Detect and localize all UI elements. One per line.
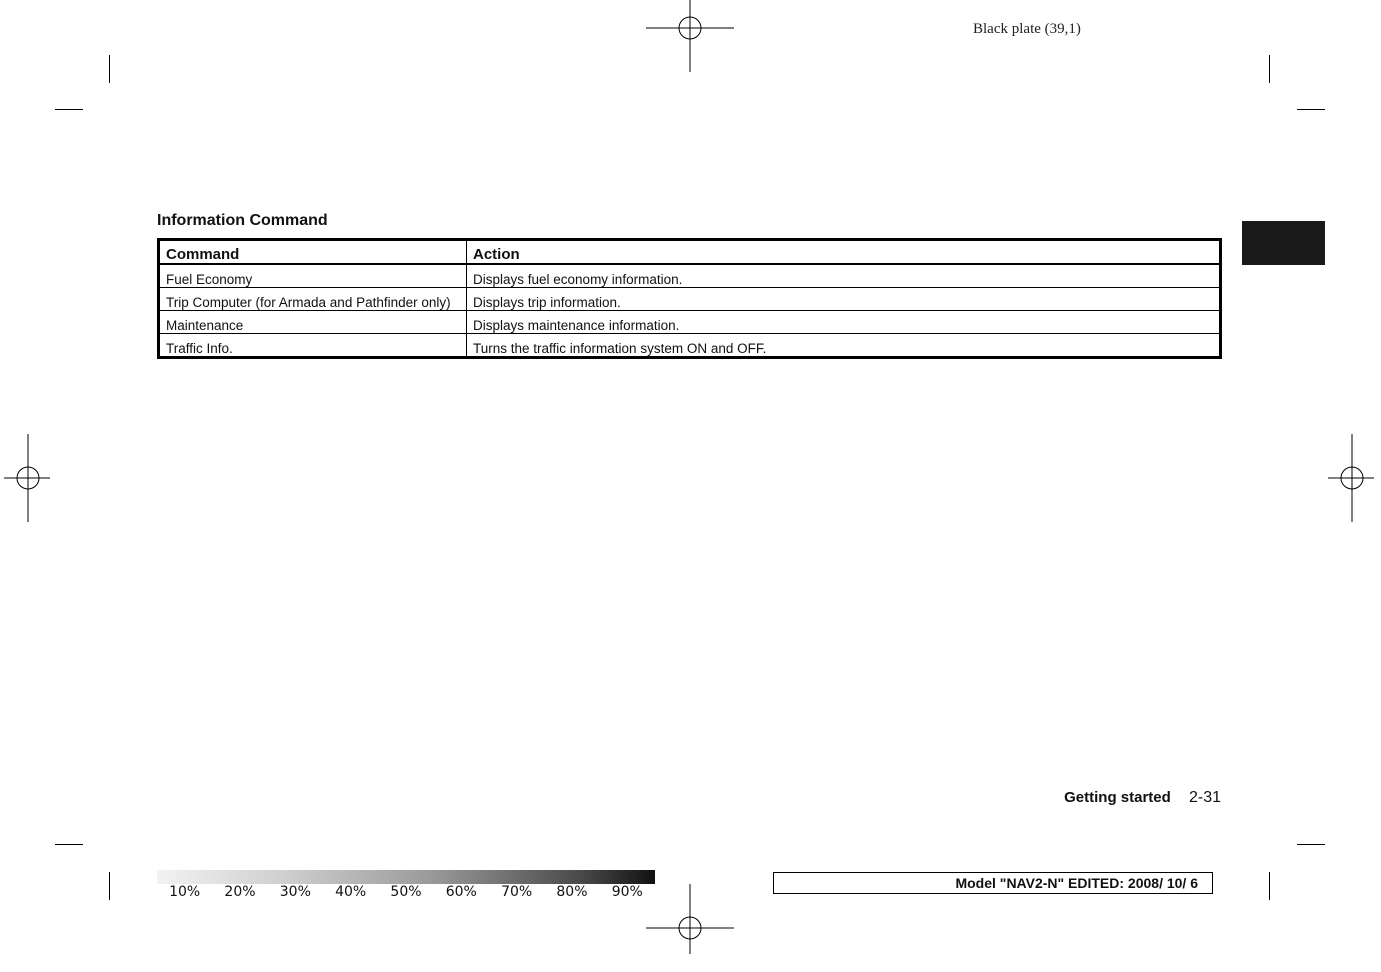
page-number: 2-31 xyxy=(1188,789,1221,806)
table-row xyxy=(159,311,1221,334)
table-row xyxy=(159,334,1221,358)
gray-scale-labels xyxy=(157,884,655,900)
action-cell: Displays maintenance information. xyxy=(467,311,1221,334)
crop-mark-tl-horizontal xyxy=(55,109,83,110)
gray-scale-label: 20% xyxy=(224,884,256,900)
command-cell: Fuel Economy xyxy=(159,264,467,288)
crop-mark-bl-horizontal xyxy=(55,844,83,845)
action-cell: Displays fuel economy information. xyxy=(467,264,1221,288)
action-cell: Turns the traffic information system ON and OFF. xyxy=(467,334,1221,358)
command-cell: Traffic Info. xyxy=(159,334,467,358)
table-row xyxy=(159,264,1221,288)
table-row xyxy=(159,288,1221,311)
gray-scale-label: 30% xyxy=(279,884,311,900)
gray-scale-label: 90% xyxy=(611,884,643,900)
crop-mark-br-vertical xyxy=(1269,872,1270,900)
registration-mark-bottom xyxy=(646,884,734,972)
chapter-tab-block xyxy=(1242,221,1325,265)
gray-scale-label: 50% xyxy=(390,884,422,900)
page-footer xyxy=(1064,789,1221,807)
plate-label: Black plate (39,1) xyxy=(973,21,1081,37)
crop-mark-tr-vertical xyxy=(1269,55,1270,83)
gray-scale-bar xyxy=(157,870,655,884)
registration-mark-top xyxy=(646,0,734,72)
footer-section-name: Getting started xyxy=(1064,789,1171,806)
gray-scale-label: 40% xyxy=(335,884,367,900)
action-cell: Displays trip information. xyxy=(467,288,1221,311)
model-info-box: Model "NAV2-N" EDITED: 2008/ 10/ 6 xyxy=(773,872,1213,894)
gray-scale-label: 60% xyxy=(445,884,477,900)
command-cell: Maintenance xyxy=(159,311,467,334)
table-header-row xyxy=(159,240,1221,265)
crop-mark-tl-vertical xyxy=(109,55,110,83)
registration-mark-left xyxy=(0,434,72,522)
crop-mark-br-horizontal xyxy=(1297,844,1325,845)
header-command: Command xyxy=(159,240,467,265)
header-action: Action xyxy=(467,240,1221,265)
section-title: Information Command xyxy=(157,212,328,229)
gray-scale-label: 10% xyxy=(169,884,201,900)
crop-mark-bl-vertical xyxy=(109,872,110,900)
registration-mark-right xyxy=(1308,434,1381,522)
command-cell: Trip Computer (for Armada and Pathfinder only) xyxy=(159,288,467,311)
information-command-table xyxy=(157,238,1222,359)
gray-scale-label: 80% xyxy=(556,884,588,900)
crop-mark-tr-horizontal xyxy=(1297,109,1325,110)
gray-scale-label: 70% xyxy=(501,884,533,900)
